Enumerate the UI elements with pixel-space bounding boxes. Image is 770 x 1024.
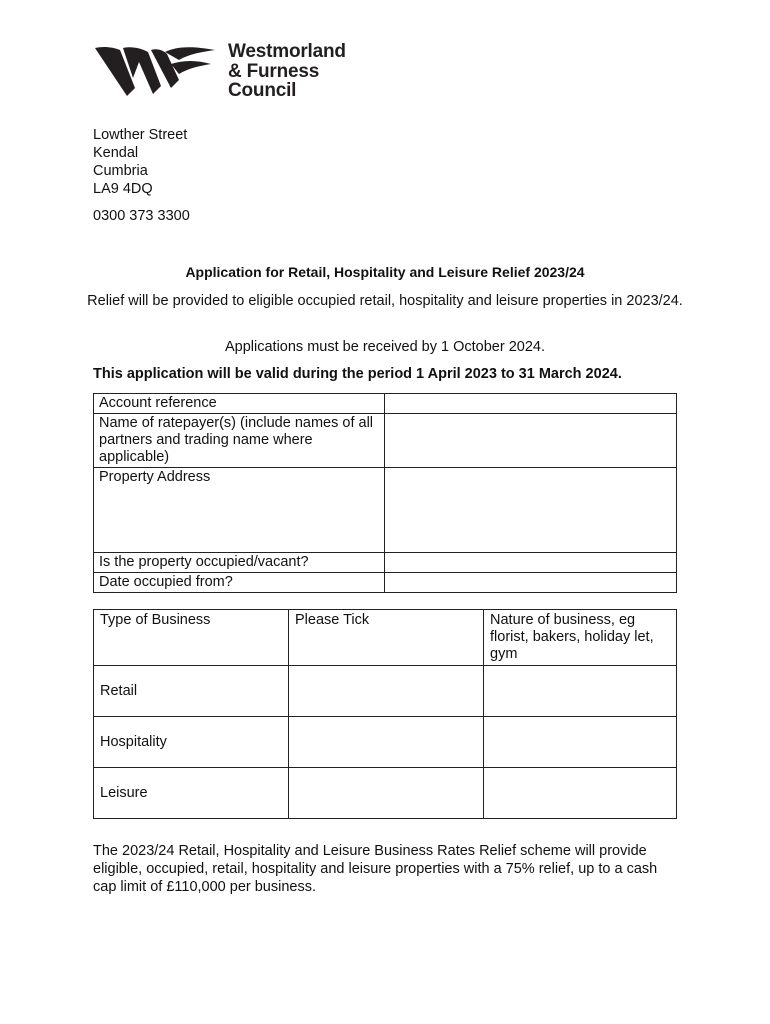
table-row [94,573,677,593]
date-occupied-label: Date occupied from? [94,573,385,593]
column-header-type: Type of Business [94,610,289,666]
table-header-row [94,610,677,666]
council-phone: 0300 373 3300 [93,208,190,224]
retail-nature-cell[interactable] [484,666,677,717]
address-line: LA9 4DQ [93,181,153,197]
form-title: Application for Retail, Hospitality and Leisure Relief 2023/24 [185,264,585,280]
business-type-retail: Retail [94,666,289,717]
table-row [94,414,677,468]
hospitality-tick-cell[interactable] [289,717,484,768]
leisure-nature-cell[interactable] [484,768,677,819]
date-occupied-field[interactable] [385,573,677,593]
table-row [94,553,677,573]
account-reference-field[interactable] [385,394,677,414]
address-line: Kendal [93,145,139,161]
retail-tick-cell[interactable] [289,666,484,717]
council-name-line-2: & Furness [228,60,320,82]
council-address [93,126,187,198]
ratepayer-name-field[interactable] [385,414,677,468]
occupied-status-label: Is the property occupied/vacant? [94,553,385,573]
leisure-tick-cell[interactable] [289,768,484,819]
table-row [94,717,677,768]
address-line: Cumbria [93,163,148,179]
hospitality-nature-cell[interactable] [484,717,677,768]
property-address-label: Property Address [94,468,385,553]
scheme-description: The 2023/24 Retail, Hospitality and Leisure Business Rates Relief scheme will provide eligible, occupied, retail, hospitality and leisure properties with a 75% relief, up to a cash cap limit of £110,000 per business. [93,843,658,895]
occupied-status-field[interactable] [385,553,677,573]
table-row [94,468,677,553]
council-name-line-3: Council [228,80,297,101]
business-type-hospitality: Hospitality [94,717,289,768]
council-logo-mark-icon [93,44,218,102]
table-row [94,768,677,819]
council-logo [93,42,363,104]
table-row [94,666,677,717]
address-line: Lowther Street [93,127,188,143]
business-type-leisure: Leisure [94,768,289,819]
ratepayer-name-label: Name of ratepayer(s) (include names of all partners and trading name where applicable) [94,414,385,468]
council-name-line-1: Westmorland [228,41,346,62]
relief-note: Relief will be provided to eligible occupied retail, hospitality and leisure properties in 2023/24. [87,293,683,309]
validity-note: This application will be valid during the period 1 April 2023 to 31 March 2024. [93,366,622,382]
account-reference-label: Account reference [94,394,385,414]
property-address-field[interactable] [385,468,677,553]
applicant-details-table [93,393,677,593]
deadline-note: Applications must be received by 1 October 2024. [225,339,545,355]
column-header-nature: Nature of business, eg florist, bakers, holiday let, gym [484,610,677,666]
council-name [228,42,346,101]
business-type-table [93,609,677,819]
table-row [94,394,677,414]
column-header-tick: Please Tick [289,610,484,666]
